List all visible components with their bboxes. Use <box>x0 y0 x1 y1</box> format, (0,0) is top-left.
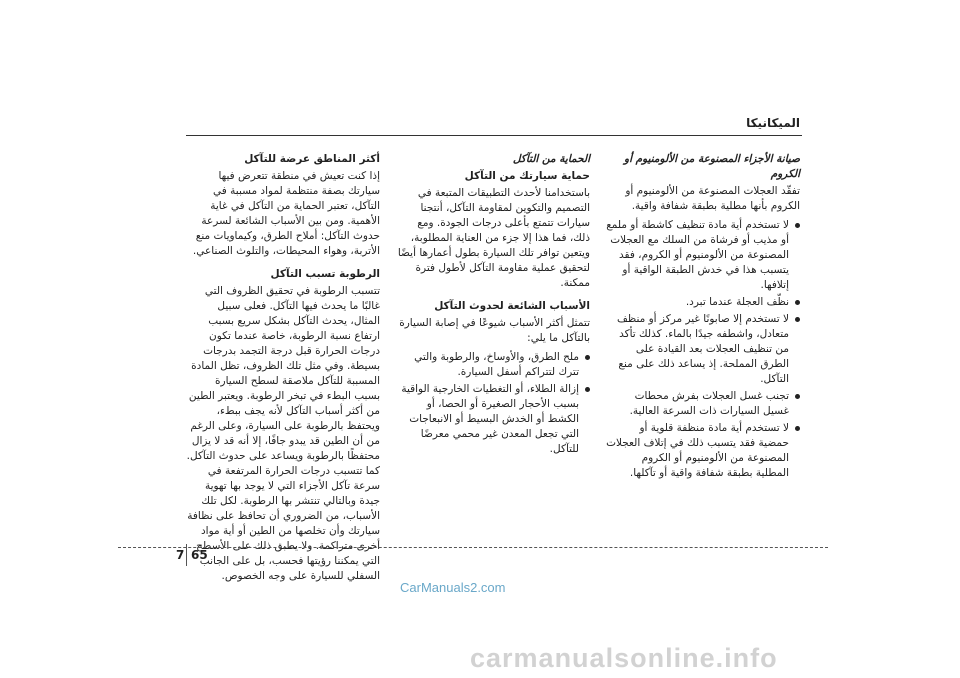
paragraph-moisture: تتسبب الرطوبة في تحقيق الظروف التي غالبًا ما يحدث فيها التآكل. فعلى سبيل المثال، يحدث التآكل بشكل سريع بسبب ارتفاع نسبة الرطوبة، خاصة عندما تكون درجات الحرارة قبل درجة التجمد بدرجات بسيطة. وفي مثل تلك الظروف، تظل المادة المسببة للتآكل ملاصقة لسطح السيارة بسبب البطء في تبخر الرطوبة. ويعتبر الطين من أكثر أسباب التآكل لأنه يجف ببطء، ويحتفظ بالرطوبة على السيارة، وعلى الرغم من أن الطين قد يبدو جافًا، إلا أنه قد لا يزال محتفظًا بالرطوبة ويساعد على حدوث التآكل. كما تتسبب درجات الحرارة المرتفعة في سرعة تآكل الأجزاء التي لا يوجد بها تهوية جيدة وبالتالي تنتشر بها الرطوبة. لكل تلك الأسباب، من الضروري أن تحافظ على نظافة سيارتك وأن تخلصها من الطين أو أية مواد أخرى متراكمة. ولا يطبق ذلك على الأسطح التي يمكننا رؤيتها فحسب، بل على الجانب السفلي للسيارة على وجه الخصوص. <box>186 285 380 582</box>
list-item: نظّف العجلة عندما تبرد. <box>606 295 800 310</box>
list-item: إزالة الطلاء، أو التغطيات الخارجية الواقية بسبب الأحجار الصغيرة أو الحصا، أو الكشط أو الخدش البسيط أو الانبعاجات التي تجعل المعدن غير محمي معرضًا للتآكل. <box>396 382 590 457</box>
page-sub-number: 65 <box>191 548 208 562</box>
heading-high-corrosion-areas: أكثر المناطق عرضة للتآكل <box>244 153 380 165</box>
causes-list <box>396 350 590 457</box>
header-rule <box>186 135 802 136</box>
column-middle <box>396 152 590 459</box>
list-item: لا تستخدم أية مادة منظفة قلوية أو حمضية فقد يتسبب ذلك في إتلاف العجلات المصنوعة من الألومنيوم أو الكروم المطلية بطبقة شفافة واقية أو تآكلها. <box>606 421 800 481</box>
paragraph-protect-vehicle: باستخدامنا لأحدث التطبيقات المتبعة في التصميم والتكوين لمقاومة التآكل، أنتجنا سيارات تتمتع بأعلى درجات الجودة. ومع ذلك، فما هذا إلا جزء من العناية المطلوبة، ويتعين توافر تلك السيارة بطول أعمارها أيضًا لتحقيق عملية مقاومة التآكل لأطول فترة ممكنة. <box>397 187 590 289</box>
paragraph-wheel-intro: تفقّد العجلات المصنوعة من الألومنيوم أو الكروم بأنها مطلية بطبقة شفافة واقية. <box>625 185 800 212</box>
list-item: لا تستخدم أية مادة تنظيف كاشطة أو ملمع أو مذيب أو فرشاة من السلك مع العجلات المصنوعة من الألومنيوم أو الكروم، فقد يتسبب هذا في خدش الطبقة الواقية أو إتلافها. <box>606 218 800 293</box>
page-number: 7 <box>176 548 185 562</box>
paragraph-high-corrosion-areas: إذا كنت تعيش في منطقة تتعرض فيها سيارتك بصفة منتظمة لمواد مسببة في التآكل، تعتبر الحماية من التآكل في غاية الأهمية. ومن بين الأسباب الشائعة لسرعة حدوث التآكل: أملاح الطرق، وكيماويات منع الأتربة، وهواء المحيطات، والتلوث الصناعي. <box>192 170 380 257</box>
paragraph-common-causes: تتمثل أكثر الأسباب شيوعًا في إصابة السيارة بالتآكل ما يلي: <box>399 317 590 344</box>
subheading-protect-vehicle: حماية سيارتك من التآكل <box>464 170 590 182</box>
heading-wheel-care: صيانة الأجزاء المصنوعة من الألومنيوم أو الكروم <box>624 153 800 180</box>
footer-rule <box>118 547 828 548</box>
heading-moisture: الرطوبة تسبب التآكل <box>270 268 380 280</box>
heading-corrosion-protection: الحماية من التآكل <box>512 153 590 165</box>
column-left <box>186 152 380 586</box>
column-right <box>606 152 800 483</box>
watermark-bottom: carmanualsonline.info <box>470 643 778 673</box>
list-item: ملح الطرق، والأوساخ، والرطوبة والتي تترك لتتراكم أسفل السيارة. <box>396 350 590 380</box>
subheading-common-causes: الأسباب الشائعة لحدوث التآكل <box>434 300 590 312</box>
list-item: لا تستخدم إلا صابونًا غير مركز أو منظف متعادل، واشطفه جيدًا بالماء. كذلك تأكد من تنظيف العجلات بعد القيادة على الطرق المملحة. إذ يساعد ذلك على منع التآكل. <box>606 312 800 387</box>
section-title: الميكانيكا <box>746 116 800 130</box>
list-item: تجنب غسل العجلات بفرش محطات غسيل السيارات ذات السرعة العالية. <box>606 389 800 419</box>
page-divider <box>186 544 187 566</box>
watermark-center: CarManuals2.com <box>400 580 506 595</box>
wheel-care-list <box>606 218 800 481</box>
